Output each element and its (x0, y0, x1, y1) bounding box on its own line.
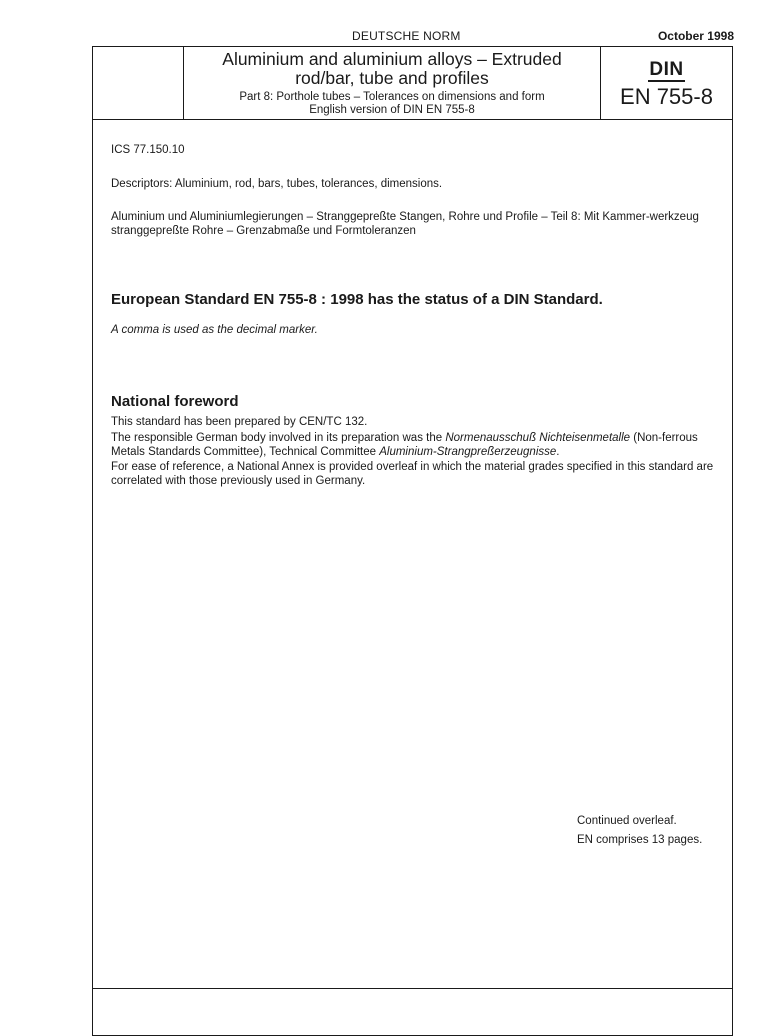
publication-date: October 1998 (657, 29, 734, 43)
foreword-heading: National foreword (111, 393, 239, 410)
title-line-1: Aluminium and aluminium alloys – Extruded (222, 49, 562, 69)
din-logo: DIN (649, 59, 684, 80)
page-count: EN comprises 13 pages. (577, 834, 703, 846)
document-frame (92, 46, 733, 1036)
committee-name: Normenausschuß Nichteisenmetalle (445, 432, 631, 444)
standard-id-cell (601, 47, 732, 119)
technical-committee-name: Aluminium-Strangpreßerzeugnisse (379, 445, 557, 458)
subtitle-line-1: Part 8: Porthole tubes – Tolerances on dimensions and form (239, 91, 545, 103)
document-subtitle (184, 91, 600, 117)
descriptors: Descriptors: Aluminium, rod, bars, tubes, tolerances, dimensions. (111, 178, 443, 190)
continuation-notes (577, 812, 702, 850)
title-cell (183, 47, 601, 119)
footer-divider (93, 988, 732, 989)
subtitle-line-2: English version of DIN EN 755-8 (309, 104, 475, 116)
foreword-text: (Non-ferrous Metals Standards Committee), Technical Committee (111, 432, 698, 458)
decimal-marker-note: A comma is used as the decimal marker. (111, 324, 318, 336)
continued-overleaf: Continued overleaf. (577, 815, 677, 827)
foreword-text: The responsible German body involved in its preparation was the (111, 432, 446, 444)
foreword-paragraph-1: This standard has been prepared by CEN/TC 132. (111, 416, 368, 428)
title-line-2: rod/bar, tube and profiles (295, 68, 489, 88)
foreword-paragraph-2 (111, 432, 720, 459)
german-title: Aluminium und Aluminiumlegierungen – Stranggepreßte Stangen, Rohre und Profile – Teil 8: Mit Kammer-werkzeug stranggepreßte Rohre – Grenzabmaße und Formtoleranzen (111, 211, 699, 237)
foreword-text: . (556, 445, 560, 458)
norm-label: DEUTSCHE NORM (352, 29, 461, 43)
title-block (93, 47, 732, 120)
top-header-line (0, 29, 768, 47)
standard-number: EN 755-8 (620, 84, 713, 109)
foreword-paragraph-3: For ease of reference, a National Annex is provided overleaf in which the material grades specified in this standard are correlated with those previously used in Germany. (111, 461, 714, 487)
document-title (184, 50, 600, 88)
status-heading: European Standard EN 755-8 : 1998 has the status of a DIN Standard. (111, 291, 603, 308)
ics-code: ICS 77.150.10 (111, 144, 185, 156)
